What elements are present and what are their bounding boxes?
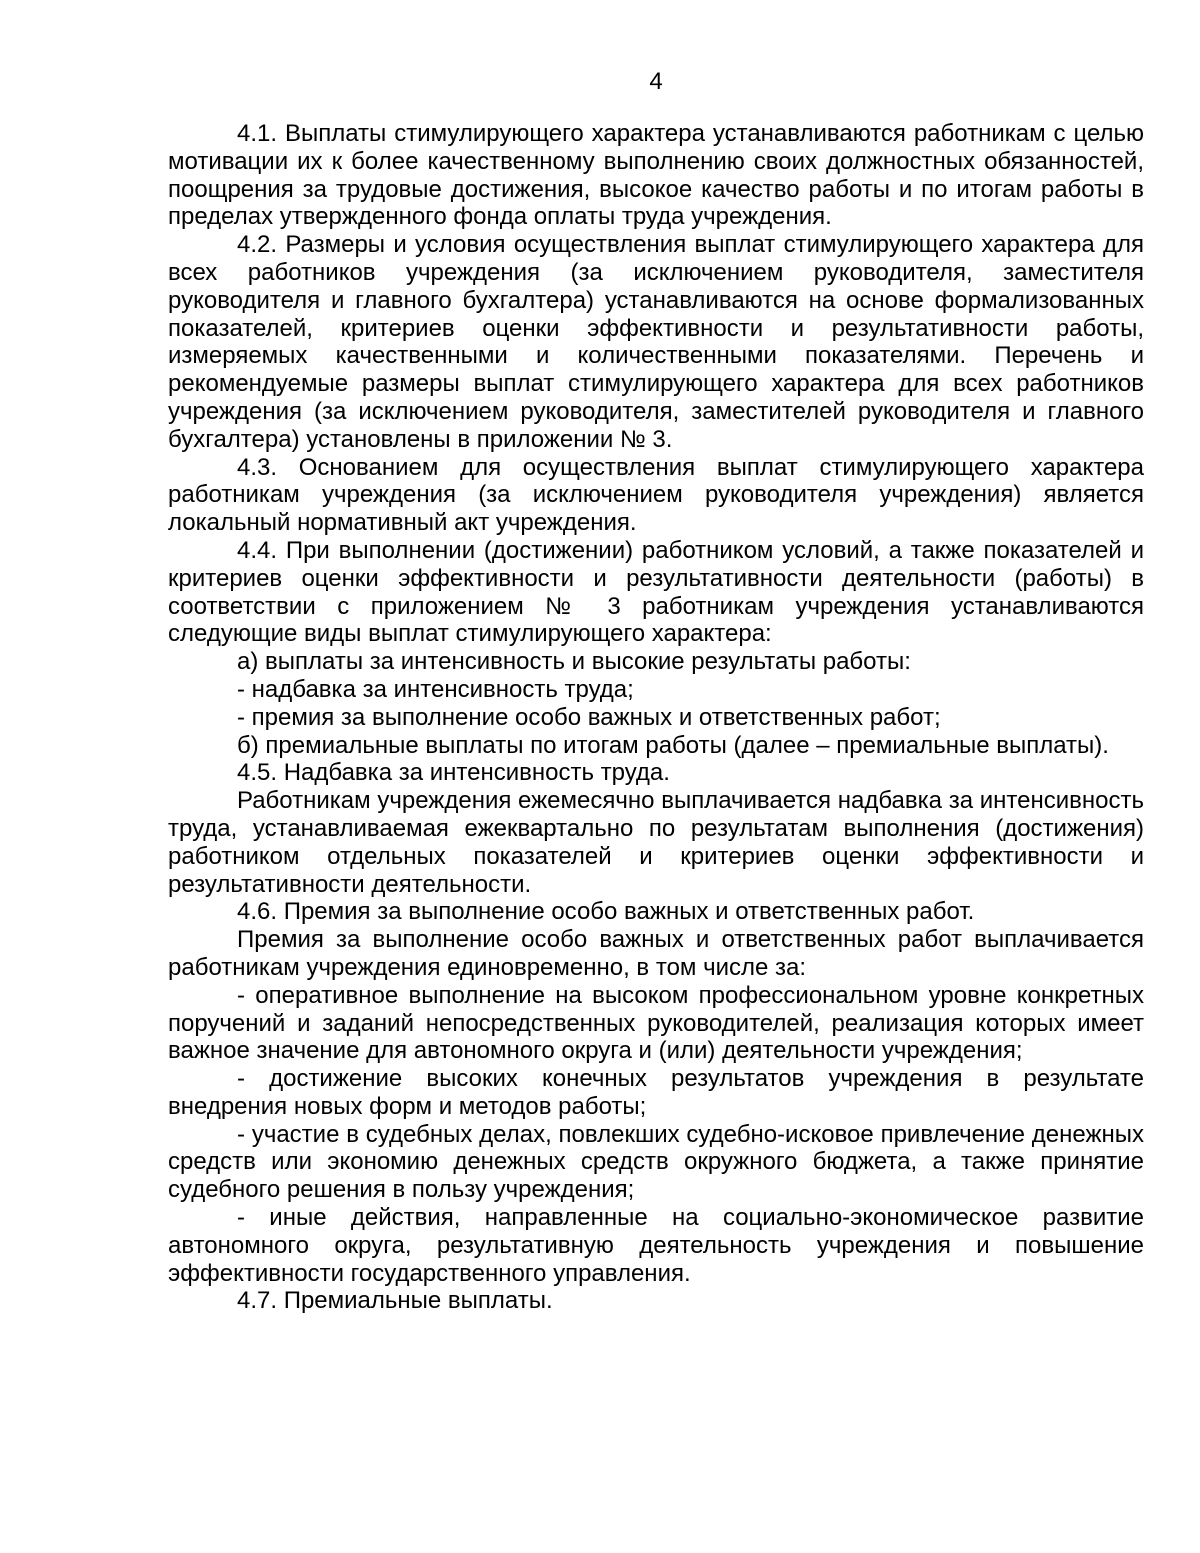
page-number: 4	[649, 68, 663, 95]
list-item-other-actions: - иные действия, направленные на социально-экономическое развитие автономного округа, результативную деятельность учреждения и повышение эффективности государственного управления.	[168, 1204, 1144, 1287]
paragraph-4-6-text: Премия за выполнение особо важных и ответственных работ выплачивается работникам учреждения единовременно, в том числе за:	[168, 926, 1144, 981]
list-item-a: а) выплаты за интенсивность и высокие результаты работы:	[237, 648, 911, 676]
paragraph-4-6-heading: 4.6. Премия за выполнение особо важных и ответственных работ.	[237, 898, 975, 926]
list-item-court-cases: - участие в судебных делах, повлекших судебно-исковое привлечение денежных средств или экономию денежных средств окружного бюджета, а также принятие судебного решения в пользу учреждения;	[168, 1120, 1144, 1204]
document-body	[168, 120, 1144, 1315]
paragraph-4-3: 4.3. Основанием для осуществления выплат стимулирующего характера работникам учреждения (за исключением руководителя учреждения) является локальный нормативный акт учреждения.	[168, 453, 1144, 537]
paragraph-4-2: 4.2. Размеры и условия осуществления выплат стимулирующего характера для всех работников учреждения (за исключением руководителя, заместителя руководителя и главного бухгалтера) устанавливаются на основе формализованных показателей, критериев оценки эффективности и результативности работы, измеряемых качественными и количественными показателями. Перечень и рекомендуемые размеры выплат стимулирующего характера для всех работников учреждения (за исключением руководителя, заместителей руководителя и главного бухгалтера) установлены в приложении № 3.	[168, 231, 1144, 453]
paragraph-4-4: 4.4. При выполнении (достижении) работником условий, а также показателей и критериев оценки эффективности и результативности деятельности (работы) в соответствии с приложением № 3 работникам учреждения устанавливаются следующие виды выплат стимулирующего характера:	[168, 536, 1144, 648]
paragraph-4-5-text: Работникам учреждения ежемесячно выплачивается надбавка за интенсивность труда, устанавливаемая ежеквартально по результатам выполнения (достижения) работником отдельных показателей и критериев оценки эффективности и результативности деятельности.	[168, 787, 1144, 898]
paragraph-4-1: 4.1. Выплаты стимулирующего характера устанавливаются работникам с целью мотивации их к более качественному выполнению своих должностных обязанностей, поощрения за трудовые достижения, высокое качество работы и по итогам работы в пределах утвержденного фонда оплаты труда учреждения.	[168, 120, 1144, 231]
list-item-important-work-premium: - премия за выполнение особо важных и ответственных работ;	[237, 703, 941, 731]
list-item-intensity-bonus: - надбавка за интенсивность труда;	[237, 675, 634, 703]
paragraph-4-5-heading: 4.5. Надбавка за интенсивность труда.	[237, 759, 670, 787]
paragraph-4-7-heading: 4.7. Премиальные выплаты.	[237, 1287, 553, 1315]
list-item-operative-execution: - оперативное выполнение на высоком профессиональном уровне конкретных поручений и заданий непосредственных руководителей, реализация которых имеет важное значение для автономного округа и (или) деятельности учреждения;	[168, 981, 1144, 1065]
list-item-high-results: - достижение высоких конечных результатов учреждения в результате внедрения новых форм и методов работы;	[168, 1065, 1144, 1120]
list-item-b: б) премиальные выплаты по итогам работы (далее – премиальные выплаты).	[237, 731, 1109, 759]
